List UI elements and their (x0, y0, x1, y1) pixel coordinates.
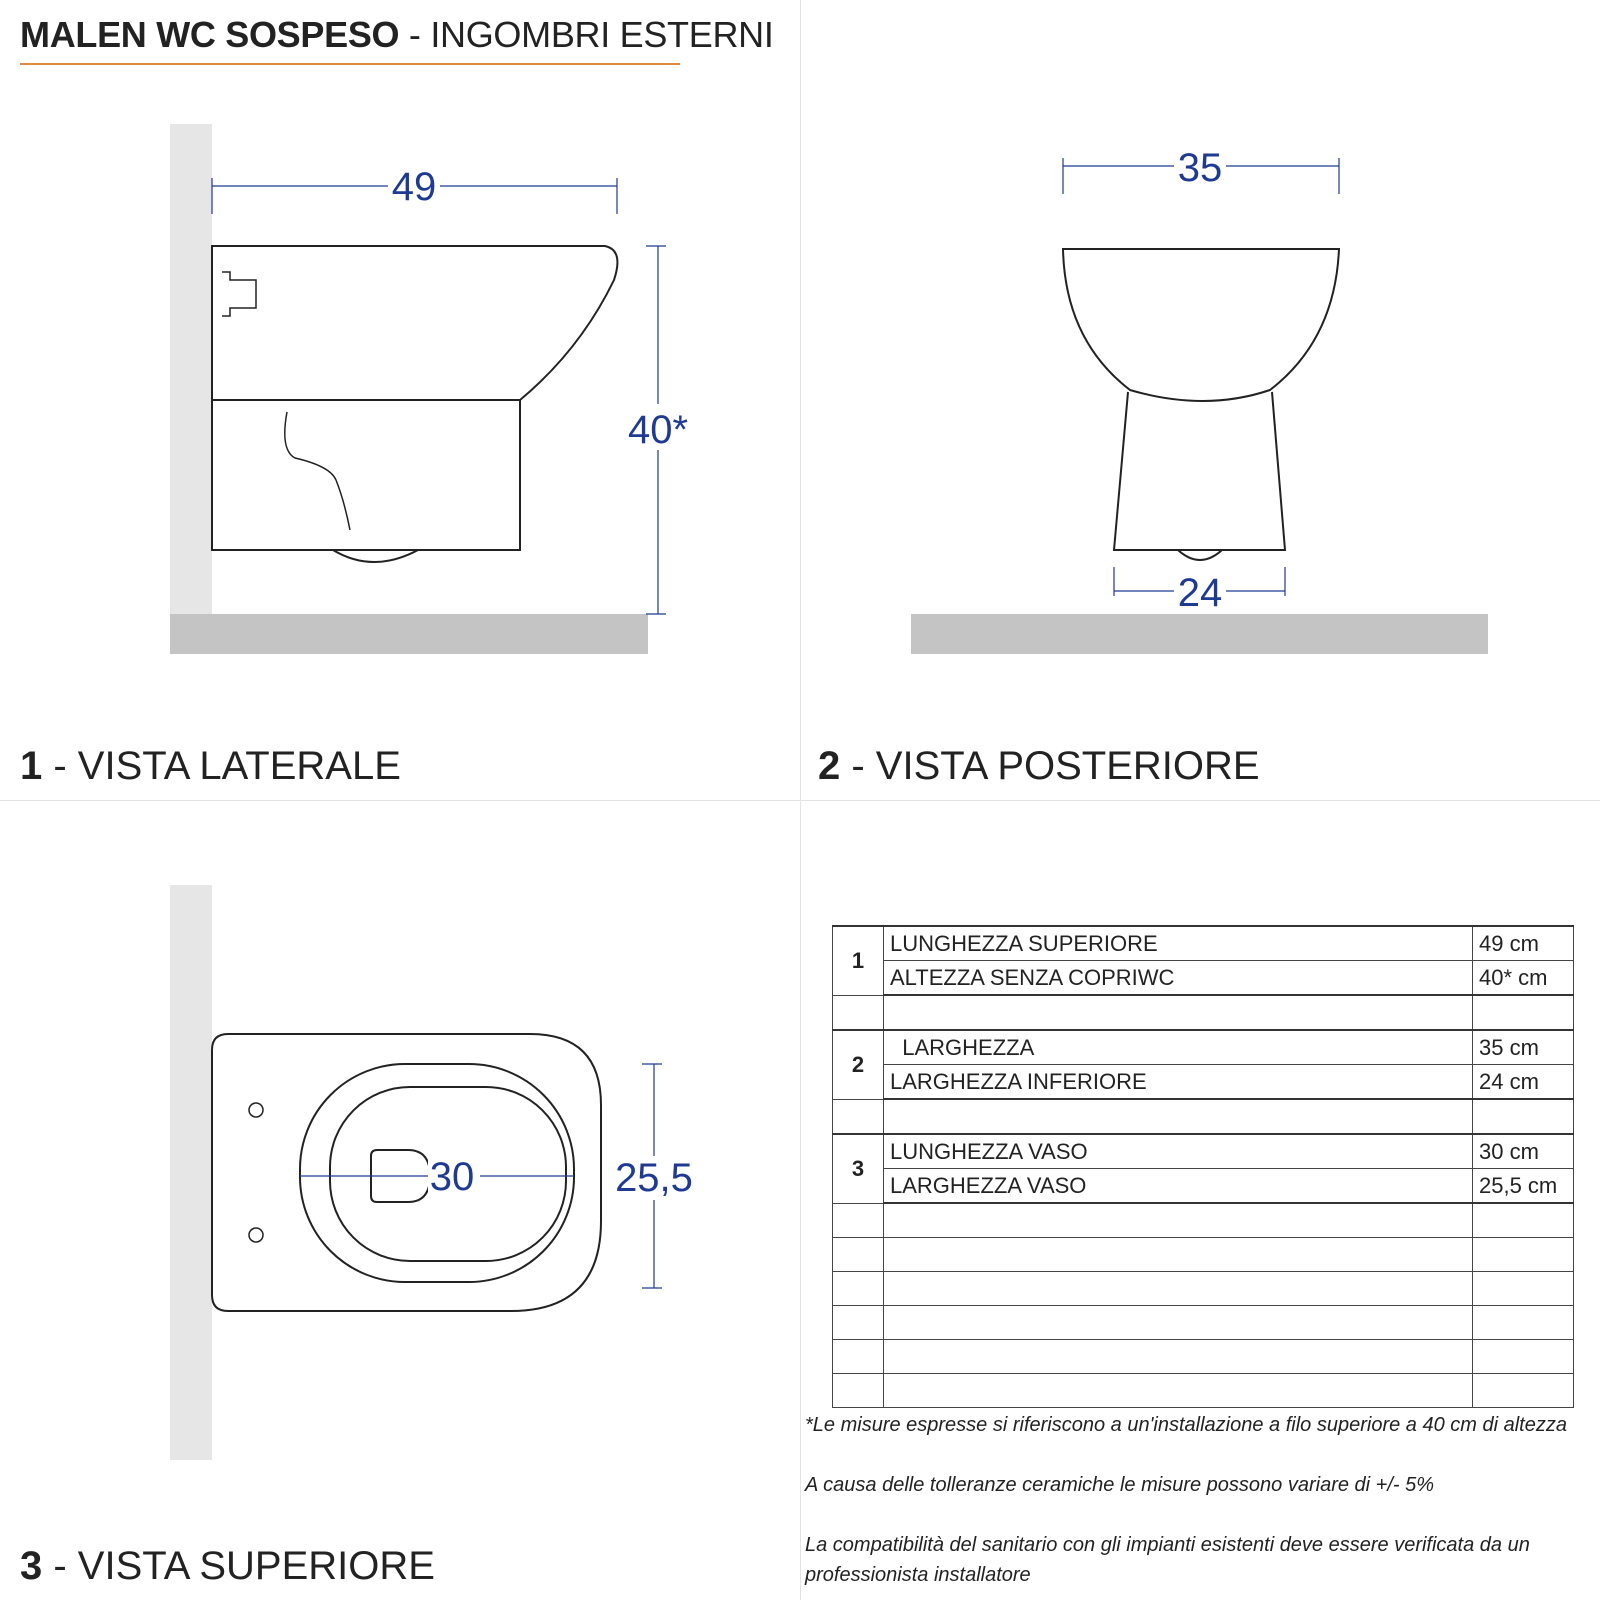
table-row-empty (833, 1238, 1574, 1272)
rear-bowl (1063, 249, 1339, 401)
floor-rear (911, 614, 1488, 654)
table-row-empty (833, 1374, 1574, 1408)
dim-top-length: 30 (429, 1155, 475, 1199)
table-row (833, 926, 1574, 961)
table-row (833, 1065, 1574, 1100)
dim-top-width: 25,5 (615, 1156, 693, 1200)
table-row (833, 1134, 1574, 1169)
row-label: LARGHEZZA INFERIORE (884, 1065, 1473, 1100)
table-row-empty (833, 1272, 1574, 1306)
dim-side-height: 40* (627, 408, 689, 452)
view-label-top (20, 1544, 435, 1589)
group-number: 2 (833, 1030, 884, 1099)
dim-rear-width: 35 (1177, 146, 1223, 190)
rear-drain (1178, 550, 1222, 560)
side-view-drawing (0, 0, 800, 800)
side-bowl-top (212, 246, 617, 400)
rear-pedestal (1114, 392, 1285, 550)
row-value: 35 cm (1473, 1030, 1574, 1065)
page-title-rest: - INGOMBRI ESTERNI (399, 14, 774, 55)
note-compatibility: La compatibilità del sanitario con gli impianti esistenti deve essere verificata da un professionista installatore (805, 1534, 1530, 1586)
wall-top (170, 885, 212, 1460)
side-bowl-base (212, 400, 520, 550)
page-title-bold: MALEN WC SOSPESO (20, 14, 400, 55)
table-row (833, 961, 1574, 996)
view-label-rear (818, 744, 1260, 789)
table-row-empty (833, 995, 1574, 1030)
wall-side (170, 124, 212, 614)
row-label: LUNGHEZZA VASO (884, 1134, 1473, 1169)
top-view-drawing (0, 800, 800, 1460)
group-number: 1 (833, 926, 884, 995)
rear-view-drawing (800, 0, 1600, 800)
dim-rear-bottom: 24 (1177, 571, 1223, 615)
fixing-hole-bottom (249, 1228, 263, 1242)
row-value: 25,5 cm (1473, 1169, 1574, 1204)
fixing-hole-top (249, 1103, 263, 1117)
row-label: LARGHEZZA (884, 1030, 1473, 1065)
note-measurements: *Le misure espresse si riferiscono a un'installazione a filo superiore a 40 cm di altezza (805, 1414, 1567, 1436)
row-label: LUNGHEZZA SUPERIORE (884, 926, 1473, 961)
table-row-empty (833, 1203, 1574, 1238)
top-bowl-outline (212, 1034, 601, 1311)
view-number: 2 (818, 744, 841, 788)
view-number: 1 (20, 744, 43, 788)
side-trap-line (285, 412, 350, 530)
spec-table (832, 925, 1574, 1408)
view-title: - VISTA SUPERIORE (42, 1544, 435, 1588)
table-row-empty (833, 1099, 1574, 1134)
row-value: 40* cm (1473, 961, 1574, 996)
view-number: 3 (20, 1544, 43, 1588)
table-row (833, 1030, 1574, 1065)
table-row-empty (833, 1306, 1574, 1340)
view-title: - VISTA POSTERIORE (840, 744, 1260, 788)
row-value: 49 cm (1473, 926, 1574, 961)
floor-side (170, 614, 648, 654)
note-tolerance: A causa delle tolleranze ceramiche le misure possono variare di +/- 5% (805, 1474, 1435, 1496)
view-title: - VISTA LATERALE (42, 744, 401, 788)
row-value: 30 cm (1473, 1134, 1574, 1169)
side-fixing-bracket (222, 272, 256, 316)
group-number: 3 (833, 1134, 884, 1203)
dim-side-length: 49 (391, 165, 437, 209)
row-label: ALTEZZA SENZA COPRIWC (884, 961, 1473, 996)
table-row (833, 1169, 1574, 1204)
row-label: LARGHEZZA VASO (884, 1169, 1473, 1204)
row-value: 24 cm (1473, 1065, 1574, 1100)
view-label-side (20, 744, 401, 789)
table-row-empty (833, 1340, 1574, 1374)
side-drain (333, 550, 418, 562)
